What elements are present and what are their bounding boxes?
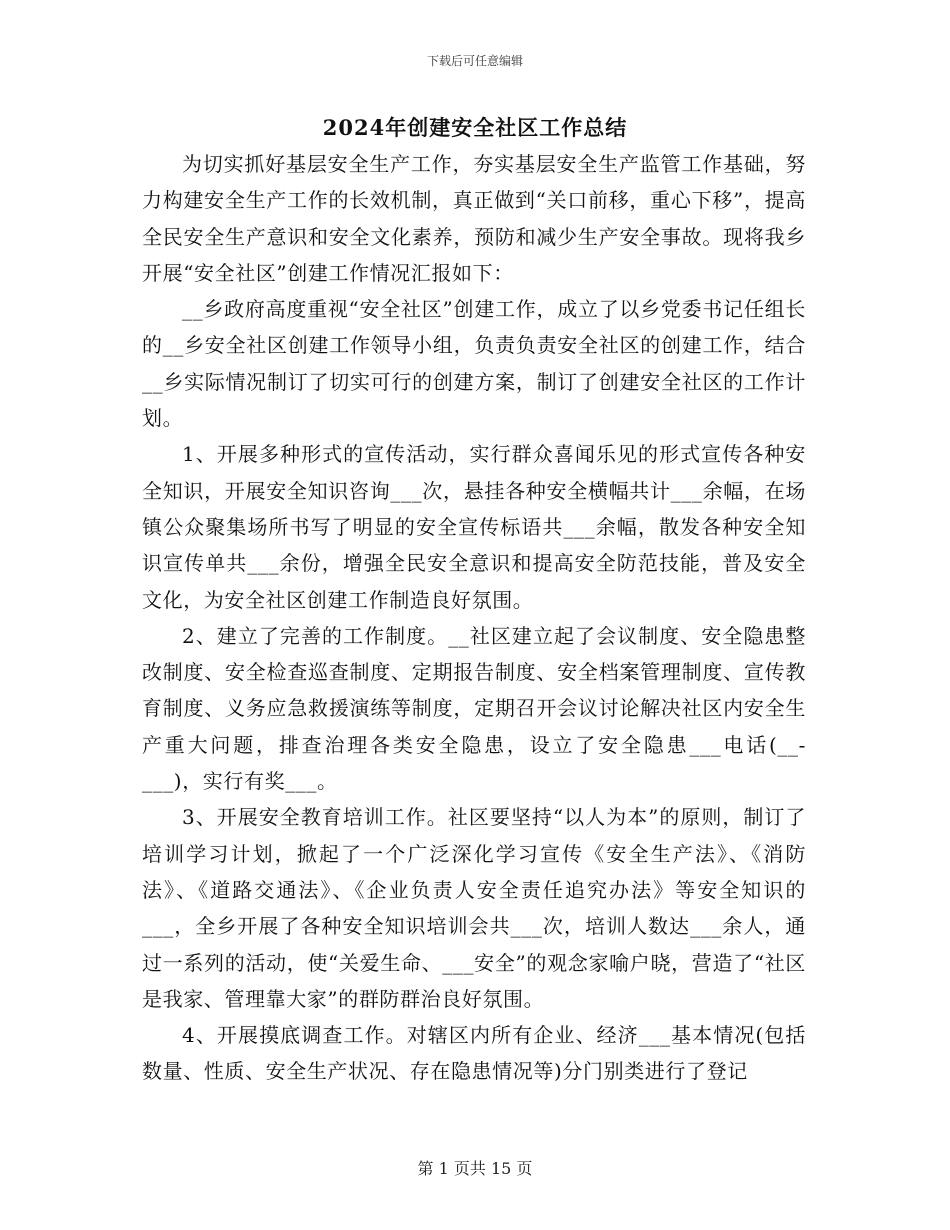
paragraph-survey: 4、开展摸底调查工作。对辖区内所有企业、经济___基本情况(包括数量、性质、安全生产状况、存在隐患情况等)分门别类进行了登记 <box>142 1023 806 1084</box>
paragraph-publicity: 1、开展多种形式的宣传活动，实行群众喜闻乐见的形式宣传各种安全知识，开展安全知识咨询___次，悬挂各种安全横幅共计___余幅，在场镇公众聚集场所书写了明显的安全宣传标语共___余幅，散发各种安全知识宣传单共___余份，增强全民安全意识和提高安全防范技能，普及安全文化，为安全社区创建工作制造良好氛围。 <box>142 442 806 612</box>
header-note: 下载后可任意编辑 <box>426 54 523 68</box>
paragraph-training: 3、开展安全教育培训工作。社区要坚持“以人为本”的原则，制订了培训学习计划，掀起了一个广泛深化学习宣传《安全生产法》、《消防法》、《道路交通法》、《企业负责人安全责任追究办法》等安全知识的___，全乡开展了各种安全知识培训会共___次，培训人数达___余人，通过一系列的活动，使“关爱生命、___安全”的观念家喻户晓，营造了“社区是我家、管理靠大家”的群防群治良好氛围。 <box>142 805 806 1011</box>
document-title: 2024年创建安全社区工作总结 <box>322 115 628 140</box>
document-body <box>142 146 806 1090</box>
paragraph-intro: 为切实抓好基层安全生产工作，夯实基层安全生产监管工作基础，努力构建安全生产工作的长效机制，真正做到“关口前移，重心下移”，提高全民安全生产意识和安全文化素养，预防和减少生产安全事故。现将我乡开展“安全社区”创建工作情况汇报如下： <box>142 152 806 285</box>
paragraph-system: 2、建立了完善的工作制度。__社区建立起了会议制度、安全隐患整改制度、安全检查巡查制度、定期报告制度、安全档案管理制度、宣传教育制度、义务应急救援演练等制度，定期召开会议讨论解决社区内安全生产重大问题，排查治理各类安全隐患，设立了安全隐患___电话(__-___)，实行有奖___。 <box>142 623 806 794</box>
paragraph-leadership: __乡政府高度重视“安全社区”创建工作，成立了以乡党委书记任组长的__乡安全社区创建工作领导小组，负责负责安全社区的创建工作，结合__乡实际情况制订了切实可行的创建方案，制订了创建安全社区的工作计划。 <box>142 297 806 431</box>
page-number: 第 1 页共 15 页 <box>417 1159 533 1178</box>
